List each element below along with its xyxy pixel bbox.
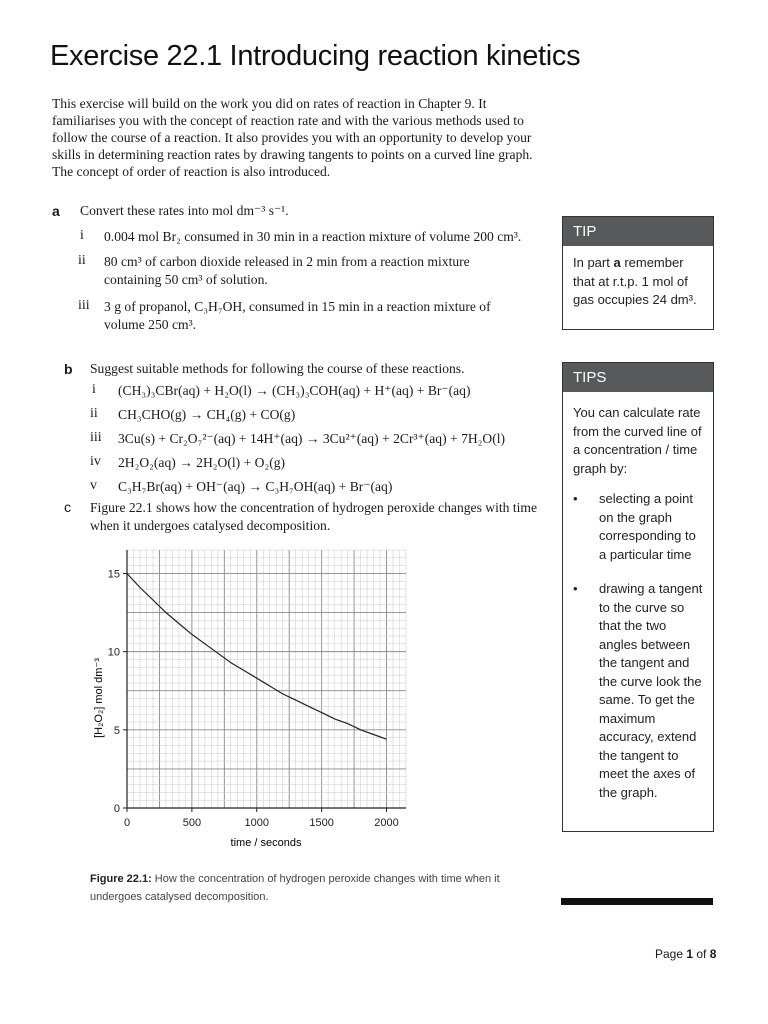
bullet-icon: • bbox=[573, 491, 578, 506]
x-axis-label: time / seconds bbox=[230, 837, 302, 849]
part-b-prompt: Suggest suitable methods for following the course of these reactions. bbox=[90, 361, 465, 376]
part-b-item-num: iii bbox=[90, 430, 102, 445]
tip-box bbox=[562, 216, 714, 330]
x-tick-label: 0 bbox=[123, 817, 131, 829]
x-tick-label: 1000 bbox=[244, 817, 270, 829]
x-tick-label: 1500 bbox=[309, 817, 334, 829]
part-b-item-text: C₃H₇Br(aq) + OH⁻(aq) → C₃H₇OH(aq) + Br⁻(aq) bbox=[118, 479, 393, 494]
y-tick-label: 5 bbox=[113, 724, 120, 737]
concentration-time-chart bbox=[74, 548, 424, 858]
part-a-item-text: 80 cm³ of carbon dioxide released in 2 min from a reaction mixture containing 50 cm³ of solution. bbox=[104, 254, 470, 287]
page-title: Exercise 22.1 Introducing reaction kinetics bbox=[50, 40, 581, 72]
y-tick-label: 15 bbox=[107, 568, 120, 581]
part-b-item-num: ii bbox=[90, 406, 98, 421]
bullet-icon: • bbox=[573, 581, 578, 596]
part-c-text: Figure 22.1 shows how the concentration of hydrogen peroxide changes with time when it undergoes catalysed decomposition. bbox=[90, 500, 537, 533]
part-c-letter: c bbox=[64, 499, 71, 515]
part-b-item-text: 2H₂O₂(aq) → 2H₂O(l) + O₂(g) bbox=[118, 455, 286, 470]
part-b-item-text: (CH₃)₃CBr(aq) + H₂O(l) → (CH₃)₃COH(aq) + H⁺(aq) + Br⁻(aq) bbox=[118, 383, 471, 398]
part-b-item-num: i bbox=[92, 382, 96, 397]
part-a-item-num: i bbox=[80, 228, 84, 243]
y-tick-label: 10 bbox=[107, 646, 120, 659]
intro-paragraph: This exercise will build on the work you did on rates of reaction in Chapter 9. It familiarises you with the concept of reaction rate and with the various methods used to follow the course of a reaction. It also provides you with an opportunity to develop your skills in determining reaction rates by drawing tangents to points on a curved line graph. The concept of order of reaction is also introduced. bbox=[52, 96, 533, 179]
part-a-letter: a bbox=[52, 203, 60, 219]
part-a-prompt: Convert these rates into mol dm⁻³ s⁻¹. bbox=[80, 203, 289, 218]
tips-bullet: • drawing a tangent to the curve so that the two angles between the tangent and the curve look the same. To get the maximum accuracy, extend the tangent to meet the axes of the graph. bbox=[573, 581, 703, 800]
figure-caption: Figure 22.1: How the concentration of hydrogen peroxide changes with time when it undergoes catalysed decomposition. bbox=[90, 873, 500, 903]
x-tick-label: 2000 bbox=[374, 817, 399, 829]
tip-body: In part a remember that at r.t.p. 1 mol of gas occupies 24 dm³. bbox=[573, 255, 697, 307]
part-b-item-num: iv bbox=[90, 454, 101, 469]
x-tick-label: 500 bbox=[182, 817, 202, 829]
part-a-item-text: 0.004 mol Br₂ consumed in 30 min in a reaction mixture of volume 200 cm³. bbox=[104, 229, 522, 244]
part-b-item-text: CH₃CHO(g) → CH₄(g) + CO(g) bbox=[118, 407, 296, 422]
part-a-item-num: iii bbox=[78, 298, 90, 313]
part-b-item-text: 3Cu(s) + Cr₂O₇²⁻(aq) + 14H⁺(aq) → 3Cu²⁺(aq) + 2Cr³⁺(aq) + 7H₂O(l) bbox=[118, 431, 506, 446]
tips-bullet: • selecting a point on the graph corresponding to a particular time bbox=[573, 491, 696, 562]
y-tick-label: 0 bbox=[113, 803, 120, 815]
tips-intro: You can calculate rate from the curved line of a concentration / time graph by: bbox=[573, 405, 702, 476]
tip-heading: TIP bbox=[563, 217, 713, 246]
page-number: Page 1 of 8 bbox=[655, 947, 717, 961]
y-axis-label: [H₂O₂] mol dm⁻³ bbox=[93, 658, 105, 738]
part-b-letter: b bbox=[64, 361, 73, 377]
divider-bar bbox=[561, 898, 713, 905]
part-a-item-text: 3 g of propanol, C₃H₇OH, consumed in 15 min in a reaction mixture of volume 250 cm³. bbox=[104, 299, 491, 332]
tips-box bbox=[562, 362, 714, 832]
part-a-item-num: ii bbox=[78, 253, 86, 268]
part-b-item-num: v bbox=[90, 478, 97, 493]
tips-heading: TIPS bbox=[563, 363, 713, 392]
